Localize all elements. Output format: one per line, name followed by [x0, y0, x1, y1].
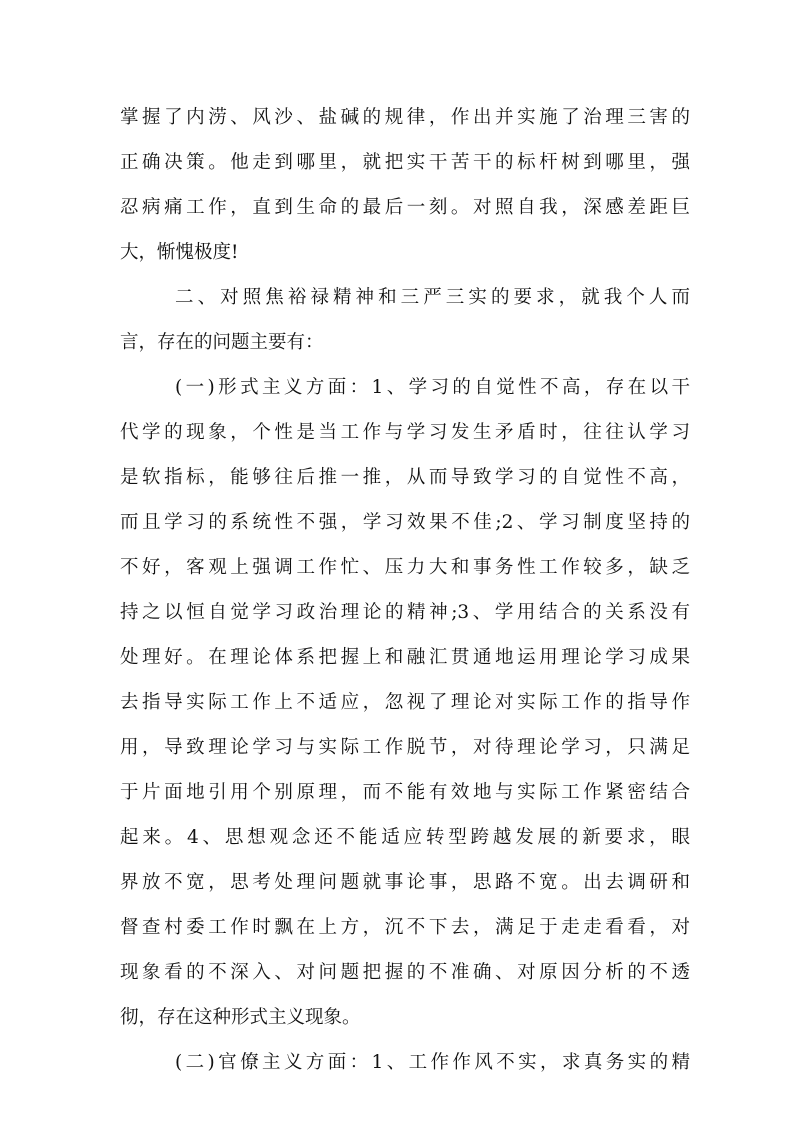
paragraph-line: 正确决策。他走到哪里，就把实干苦干的标杆树到哪里，强 — [120, 152, 690, 173]
paragraph-line: 代学的现象，个性是当工作与学习发生矛盾时，往往认学习 — [120, 422, 690, 443]
paragraph-line: 去指导实际工作上不适应，忽视了理论对实际工作的指导作 — [120, 692, 690, 713]
paragraph-line: 持之以恒自觉学习政治理论的精神;3、学用结合的关系没有 — [120, 602, 690, 623]
paragraph-line: 掌握了内涝、风沙、盐碱的规律，作出并实施了治理三害的 — [120, 107, 690, 128]
section-heading-line: 言，存在的问题主要有： — [120, 332, 324, 353]
paragraph-line: 忍病痛工作，直到生命的最后一刻。对照自我，深感差距巨 — [120, 197, 690, 218]
paragraph-line: 大，惭愧极度! — [120, 242, 239, 263]
section-heading-line: 二、对照焦裕禄精神和三严三实的要求，就我个人而 — [175, 287, 690, 308]
paragraph-line: 界放不宽，思考处理问题就事论事，思路不宽。出去调研和 — [120, 872, 690, 893]
paragraph-line: 不好，客观上强调工作忙、压力大和事务性工作较多，缺乏 — [120, 557, 690, 578]
subsection-line: (二)官僚主义方面：1、工作作风不实，求真务实的精 — [175, 1052, 690, 1073]
paragraph-line: 而且学习的系统性不强，学习效果不佳;2、学习制度坚持的 — [120, 512, 690, 533]
paragraph-line: 督查村委工作时飘在上方，沉不下去，满足于走走看看，对 — [120, 917, 690, 938]
subsection-line: (一)形式主义方面：1、学习的自觉性不高，存在以干 — [175, 377, 690, 398]
paragraph-line: 起来。4、思想观念还不能适应转型跨越发展的新要求，眼 — [120, 827, 690, 848]
paragraph-line: 用，导致理论学习与实际工作脱节，对待理论学习，只满足 — [120, 737, 690, 758]
paragraph-line: 处理好。在理论体系把握上和融汇贯通地运用理论学习成果 — [120, 647, 690, 668]
paragraph-line: 于片面地引用个别原理，而不能有效地与实际工作紧密结合 — [120, 782, 690, 803]
paragraph-line: 彻，存在这种形式主义现象。 — [120, 1007, 361, 1028]
paragraph-line: 是软指标，能够往后推一推，从而导致学习的自觉性不高， — [120, 467, 690, 488]
paragraph-line: 现象看的不深入、对问题把握的不准确、对原因分析的不透 — [120, 962, 690, 983]
document-page — [120, 95, 690, 1085]
